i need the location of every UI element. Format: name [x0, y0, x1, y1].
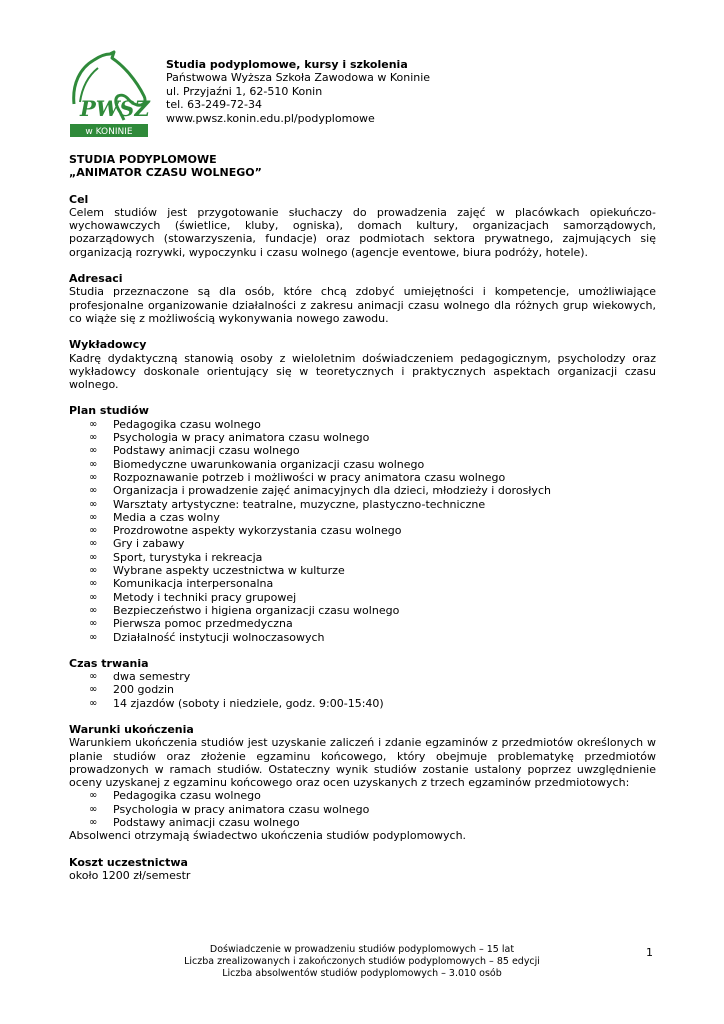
doc-title-line1: STUDIA PODYPLOMOWE — [69, 153, 217, 166]
list-item-text: Podstawy animacji czasu wolnego — [113, 816, 300, 830]
infinity-bullet-icon: ∞ — [89, 458, 98, 470]
list-item-text: Bezpieczeństwo i higiena organizacji czasu wolnego — [113, 603, 400, 617]
infinity-bullet-icon: ∞ — [89, 418, 98, 430]
list-item-text: Podstawy animacji czasu wolnego — [113, 444, 300, 458]
section-text: Kadrę dydaktyczną stanowią osoby z wieloletnim doświadczeniem pedagogicznym, psycholodzy oraz wykładowcy doskonale orientujący się w teoretycznych i praktycznych aspektach organizacji czasu wolnego. — [69, 351, 656, 392]
list-item — [89, 418, 656, 431]
infinity-bullet-icon: ∞ — [89, 498, 98, 510]
footer — [150, 944, 574, 980]
header-address: ul. Przyjaźni 1, 62-510 Konin — [166, 84, 323, 98]
list-item-text: Wybrane aspekty uczestnictwa w kulturze — [113, 564, 345, 578]
list-item — [89, 670, 656, 683]
infinity-bullet-icon: ∞ — [89, 591, 98, 603]
list-item — [89, 484, 656, 497]
section-koszt — [69, 856, 656, 883]
infinity-bullet-icon: ∞ — [89, 578, 98, 590]
footer-line: Doświadczenie w prowadzeniu studiów podyplomowych – 15 lat — [209, 944, 515, 955]
section-heading: Plan studiów — [69, 404, 149, 418]
infinity-bullet-icon: ∞ — [89, 551, 98, 563]
plan-list — [69, 418, 656, 644]
infinity-bullet-icon: ∞ — [89, 485, 98, 497]
list-item — [89, 524, 656, 537]
horse-logo-icon — [66, 50, 152, 138]
section-wykladowcy — [69, 338, 656, 391]
list-item — [89, 789, 656, 802]
exam-list — [69, 789, 656, 829]
list-item — [89, 498, 656, 511]
list-item-text: Działalność instytucji wolnoczasowych — [113, 630, 325, 644]
infinity-bullet-icon: ∞ — [89, 432, 98, 444]
header-website[interactable]: www.pwsz.konin.edu.pl/podyplomowe — [166, 111, 375, 125]
infinity-bullet-icon: ∞ — [89, 471, 98, 483]
list-item-text: Sport, turystyka i rekreacja — [113, 550, 263, 564]
list-item-text: Biomedyczne uwarunkowania organizacji czasu wolnego — [113, 457, 425, 471]
list-item-text: Pedagogika czasu wolnego — [113, 417, 261, 431]
header-title: Studia podyplomowe, kursy i szkolenia — [166, 58, 408, 71]
list-item-text: Prozdrowotne aspekty wykorzystania czasu wolnego — [113, 524, 402, 538]
list-item — [89, 551, 656, 564]
list-item — [89, 577, 656, 590]
list-item — [89, 537, 656, 550]
section-heading: Warunki ukończenia — [69, 722, 194, 736]
list-item-text: Metody i techniki pracy grupowej — [113, 590, 297, 604]
section-heading: Wykładowcy — [69, 338, 147, 352]
list-item — [89, 431, 656, 444]
list-item — [89, 803, 656, 816]
section-text: Studia przeznaczone są dla osób, które chcą zdobyć umiejętności i kompetencje, umożliwiające profesjonalne organizowanie działalności z zakresu animacji czasu wolnego dla różnych grup wiekowych, co wiąże się z możliwością wykonywania nowego zawodu. — [69, 285, 656, 325]
list-item-text: Komunikacja interpersonalna — [113, 577, 274, 591]
doc-title-line2: „ANIMATOR CZASU WOLNEGO” — [69, 166, 262, 180]
infinity-bullet-icon: ∞ — [89, 697, 98, 709]
list-item — [89, 564, 656, 577]
logo-text: PWSZ — [80, 96, 150, 121]
list-item — [89, 631, 656, 644]
header-block — [166, 58, 430, 125]
list-item-text: Pedagogika czasu wolnego — [113, 789, 261, 803]
infinity-bullet-icon: ∞ — [89, 671, 98, 683]
list-item — [89, 683, 656, 696]
list-item-text: Rozpoznawanie potrzeb i możliwości w pracy animatora czasu wolnego — [113, 470, 506, 484]
section-czas — [69, 657, 656, 710]
infinity-bullet-icon: ∞ — [89, 604, 98, 616]
logo-subtext: w KONINIE — [85, 127, 133, 137]
list-item — [89, 458, 656, 471]
pwsz-logo — [66, 50, 152, 138]
infinity-bullet-icon: ∞ — [89, 684, 98, 696]
section-heading: Koszt uczestnictwa — [69, 855, 188, 869]
list-item-text: Media a czas wolny — [113, 510, 220, 524]
document-body — [69, 153, 656, 882]
header-institution: Państwowa Wyższa Szkoła Zawodowa w Koninie — [166, 71, 431, 85]
infinity-bullet-icon: ∞ — [89, 618, 98, 630]
list-item — [89, 604, 656, 617]
list-item-text: Gry i zabawy — [113, 537, 185, 551]
infinity-bullet-icon: ∞ — [89, 817, 98, 829]
list-item — [89, 816, 656, 829]
list-item — [89, 444, 656, 457]
list-item-text: dwa semestry — [113, 670, 191, 684]
infinity-bullet-icon: ∞ — [89, 525, 98, 537]
footer-line: Liczba zrealizowanych i zakończonych studiów podyplomowych – 85 edycji — [184, 956, 540, 967]
infinity-bullet-icon: ∞ — [89, 565, 98, 577]
section-plan — [69, 404, 656, 643]
list-item-text: Warsztaty artystyczne: teatralne, muzyczne, plastyczno-techniczne — [113, 497, 486, 511]
footer-line: Liczba absolwentów studiów podyplomowych – 3.010 osób — [222, 968, 502, 979]
list-item — [89, 617, 656, 630]
section-text-after: Absolwenci otrzymają świadectwo ukończenia studiów podyplomowych. — [69, 829, 467, 843]
section-adresaci — [69, 272, 656, 325]
section-warunki — [69, 723, 656, 843]
infinity-bullet-icon: ∞ — [89, 790, 98, 802]
header-phone: tel. 63-249-72-34 — [166, 98, 263, 112]
list-item-text: 200 godzin — [113, 683, 174, 697]
infinity-bullet-icon: ∞ — [89, 803, 98, 815]
infinity-bullet-icon: ∞ — [89, 631, 98, 643]
duration-list — [69, 670, 656, 710]
list-item-text: Psychologia w pracy animatora czasu wolnego — [113, 431, 370, 445]
list-item-text: 14 zjazdów (soboty i niedziele, godz. 9:00-15:40) — [113, 696, 384, 710]
list-item — [89, 471, 656, 484]
section-cel — [69, 193, 656, 259]
list-item-text: Organizacja i prowadzenie zajęć animacyjnych dla dzieci, młodzieży i dorosłych — [113, 484, 551, 498]
section-text: Warunkiem ukończenia studiów jest uzyskanie zaliczeń i zdanie egzaminów z przedmiotów określonych w planie studiów oraz złożenie egzaminu końcowego, który obejmuje problematykę przedmiotów prowadzonych w ramach studiów. Ostateczny wynik studiów zostanie ustalony poprzez uwzględnienie oceny uzyskanej z egzaminu końcowego oraz ocen uzyskanych z trzech egzaminów przedmiotowych: — [69, 736, 656, 790]
list-item — [89, 591, 656, 604]
list-item — [89, 511, 656, 524]
page-number: 1 — [646, 946, 653, 959]
section-text: Celem studiów jest przygotowanie słuchaczy do prowadzenia zajęć w placówkach opiekuńczo-wychowawczych (świetlice, kluby, ogniska), domach kultury, organizacjach samorządowych, pozarządowych (stowarzyszenia, fundacje) oraz podmiotach sektora prywatnego, zajmujących się organizacją rozrywki, wypoczynku i czasu wolnego (agencje eventowe, biura podróży, hotele). — [69, 205, 656, 259]
section-text: około 1200 zł/semestr — [69, 868, 191, 882]
list-item-text: Psychologia w pracy animatora czasu wolnego — [113, 802, 370, 816]
list-item — [89, 697, 656, 710]
section-heading: Cel — [69, 192, 89, 206]
infinity-bullet-icon: ∞ — [89, 538, 98, 550]
infinity-bullet-icon: ∞ — [89, 445, 98, 457]
section-heading: Adresaci — [69, 272, 123, 286]
list-item-text: Pierwsza pomoc przedmedyczna — [113, 617, 293, 631]
section-heading: Czas trwania — [69, 656, 149, 670]
infinity-bullet-icon: ∞ — [89, 511, 98, 523]
